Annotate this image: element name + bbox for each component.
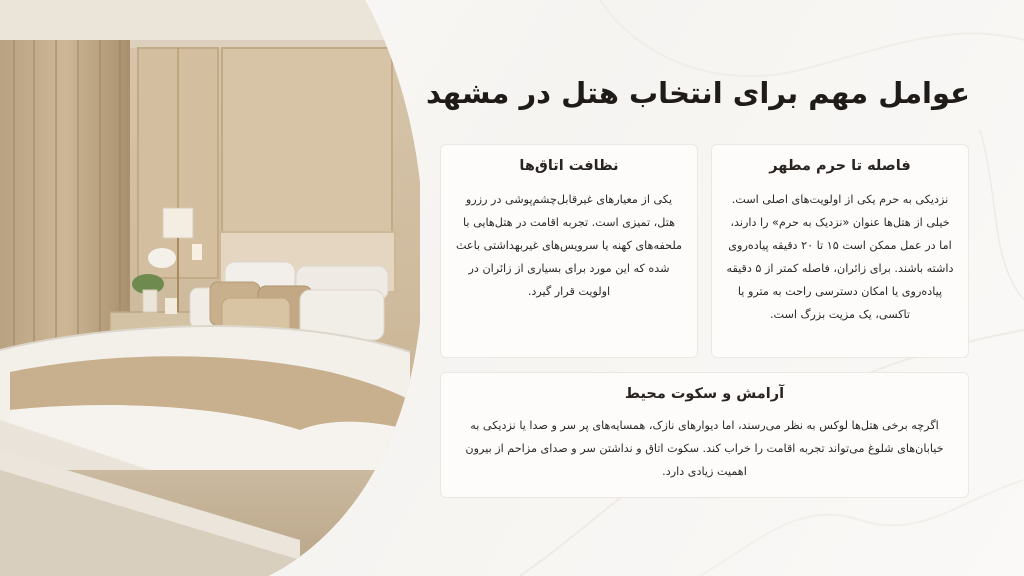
- card-room-cleanliness: [440, 144, 698, 358]
- card-distance-to-shrine: [711, 144, 969, 358]
- card-cleanliness-body: یکی از معیارهای غیرقابل‌چشم‌پوشی در رزرو هتل، تمیزی است. تجربه اقامت در هتل‌هایی با ملحفه‌های کهنه یا سرویس‌های غیربهداشتی باعث شده که این مورد برای بسیاری از زائران در اولویت قرار گیرد.: [455, 193, 683, 298]
- card-distance-heading: فاصله تا حرم مطهر: [769, 158, 911, 174]
- card-cleanliness-heading: نظافت اتاق‌ها: [519, 158, 619, 174]
- card-quiet-heading: آرامش و سکوت محیط: [624, 386, 785, 402]
- bedroom-photo: [0, 0, 420, 576]
- card-distance-body: نزدیکی به حرم یکی از اولویت‌های اصلی است. خیلی از هتل‌ها عنوان «نزدیک به حرم» را دارند، اما در عمل ممکن است ۱۵ تا ۲۰ دقیقه پیاده‌روی داشته باشند. برای زائران، فاصله کمتر از ۵ دقیقه پیاده‌روی یا امکان دسترسی راحت به مترو یا تاکسی، یک مزیت بزرگ است.: [726, 193, 954, 321]
- page-title: عوامل مهم برای انتخاب هتل در مشهد: [425, 76, 970, 110]
- card-peace-and-quiet: [440, 372, 969, 498]
- card-quiet-body: اگرچه برخی هتل‌ها لوکس به نظر می‌رسند، اما دیوارهای نازک، همسایه‌های پر سر و صدا یا نزدیکی به خیابان‌های شلوغ می‌تواند تجربه اقامت را خراب کند. سکوت اتاق و نداشتن سر و صدای مزاحم از بیرون اهمیت زیادی دارد.: [465, 419, 944, 478]
